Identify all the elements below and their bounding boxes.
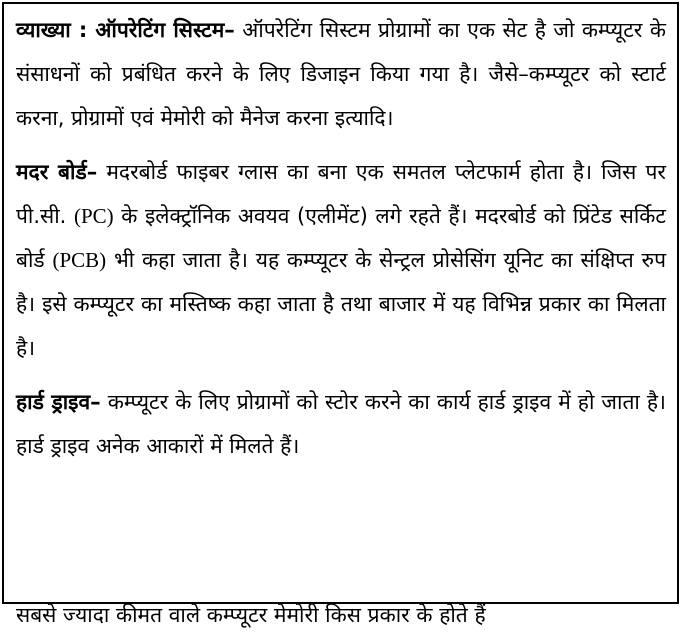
abbr-pc: (PC)	[73, 204, 114, 228]
definition-motherboard-part-1: मदरबोर्ड फाइबर ग्लास का बना एक समतल प्लेटफार्म होता है। जिस पर पी.सी.	[16, 160, 666, 228]
definition-operating-system: ऑपरेटिंग सिस्टम प्रोग्रामों का एक सेट है जो कम्प्यूटर के संसाधनों को प्रबंधित करने के लिए डिजाइन किया गया है। जैसे–कम्प्यूटर को स्टार्ट करना, प्रोग्रामों एवं मेमोरी को मैनेज करना इत्यादि।	[16, 18, 666, 130]
cut-off-text: सबसे ज्यादा कीमत वाले कम्प्यूटर मेमोरी किस प्रकार के होते हैं	[16, 603, 486, 627]
term-operating-system: व्याख्या : ऑपरेटिंग सिस्टम–	[16, 18, 235, 42]
paragraph-operating-system	[16, 8, 666, 140]
term-motherboard: मदर बोर्ड–	[16, 160, 98, 184]
cut-off-text-line	[16, 599, 666, 627]
term-hard-drive: हार्ड ड्राइव–	[16, 390, 101, 414]
abbr-pcb: (PCB)	[52, 248, 107, 272]
definition-motherboard-part-3: भी कहा जाता है। यह कम्प्यूटर के सेन्ट्रल प्रोसेसिंग यूनिट का संक्षिप्त रुप है। इसे कम्प्यूटर का मस्तिष्क कहा जाता है तथा बाजार में यह विभिन्न प्रकार का मिलता है।	[16, 248, 666, 360]
document-body	[16, 8, 666, 478]
paragraph-hard-drive	[16, 380, 666, 468]
definition-motherboard-part-2: के इलेक्ट्रॉनिक अवयव (एलीमेंट) लगे रहते हैं। मदरबोर्ड को प्रिंटेड सर्किट बोर्ड	[16, 204, 667, 272]
definition-hard-drive: कम्प्यूटर के लिए प्रोग्रामों को स्टोर करने का कार्य हार्ड ड्राइव में हो जाता है। हार्ड ड्राइव अनेक आकारों में मिलते हैं।	[16, 390, 666, 458]
paragraph-motherboard	[16, 150, 666, 370]
